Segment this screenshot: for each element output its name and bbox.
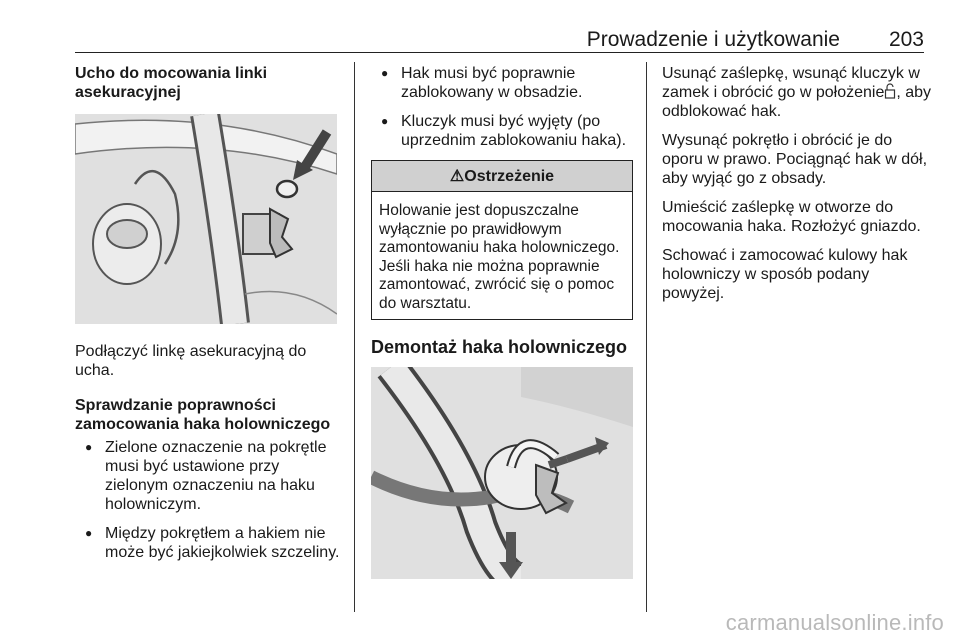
column-1 <box>75 64 345 572</box>
list-item: ● Między pokrętłem a hakiem nie może być jakiejkolwiek szczeliny. <box>75 524 345 562</box>
column-divider <box>646 62 647 612</box>
paragraph: Umieścić zaślepkę w otworze do mocowania haka. Rozłożyć gniazdo. <box>662 199 921 235</box>
list-item: ● Zielone oznaczenie na pokrętle musi być ustawione przy zielonym oznaczeniu na haku holowniczym. <box>75 438 345 514</box>
safety-cable-eye-illustration <box>75 114 337 324</box>
paragraph <box>662 64 932 121</box>
warning-title: Ostrzeżenie <box>464 168 555 185</box>
unlock-position-icon <box>884 83 896 99</box>
warning-triangle-icon: ⚠ <box>449 168 465 185</box>
paragraph-text: Usunąć zaślepkę, wsunąć kluczyk w zamek i obrócić go w położenie <box>662 65 920 101</box>
warning-header <box>372 161 632 192</box>
section-heading: Demontaż haka holowniczego <box>371 337 628 357</box>
warning-box <box>371 160 633 320</box>
page-header-title: Prowadzenie i użytkowanie <box>586 28 840 51</box>
tow-hook-removal-illustration <box>371 367 633 579</box>
paragraph: Wysunąć pokrętło i obrócić je do oporu w prawo. Pociągnąć hak w dół, aby wyjąć go z obsady. <box>662 132 928 187</box>
header-divider <box>75 52 924 53</box>
section-subheading: Sprawdzanie poprawności zamocowania haka holowniczego <box>75 397 331 433</box>
paragraph: Schować i zamocować kulowy hak holowniczy w sposób podany powyżej. <box>662 247 908 302</box>
watermark: carmanualsonline.info <box>725 610 944 635</box>
column-3 <box>662 64 932 313</box>
paragraph-text: , aby odblokować hak. <box>662 84 932 120</box>
warning-text: Holowanie jest dopuszczalne wyłącznie po prawidłowym zamontowaniu haka holowniczego. Jeśli haka nie można poprawnie zamontować, zwrócić się o pomoc do warsztatu. <box>379 202 620 312</box>
column-2 <box>371 64 633 579</box>
page-number: 203 <box>888 28 924 51</box>
list-item: ● Kluczyk musi być wyjęty (po uprzednim zablokowaniu haka). <box>371 112 633 150</box>
paragraph: Podłączyć linkę asekuracyjną do ucha. <box>75 343 307 379</box>
column-divider <box>354 62 355 612</box>
list-item: ● Hak musi być poprawnie zablokowany w obsadzie. <box>371 64 633 102</box>
section-heading: Ucho do mocowania linki asekuracyjnej <box>75 65 268 101</box>
